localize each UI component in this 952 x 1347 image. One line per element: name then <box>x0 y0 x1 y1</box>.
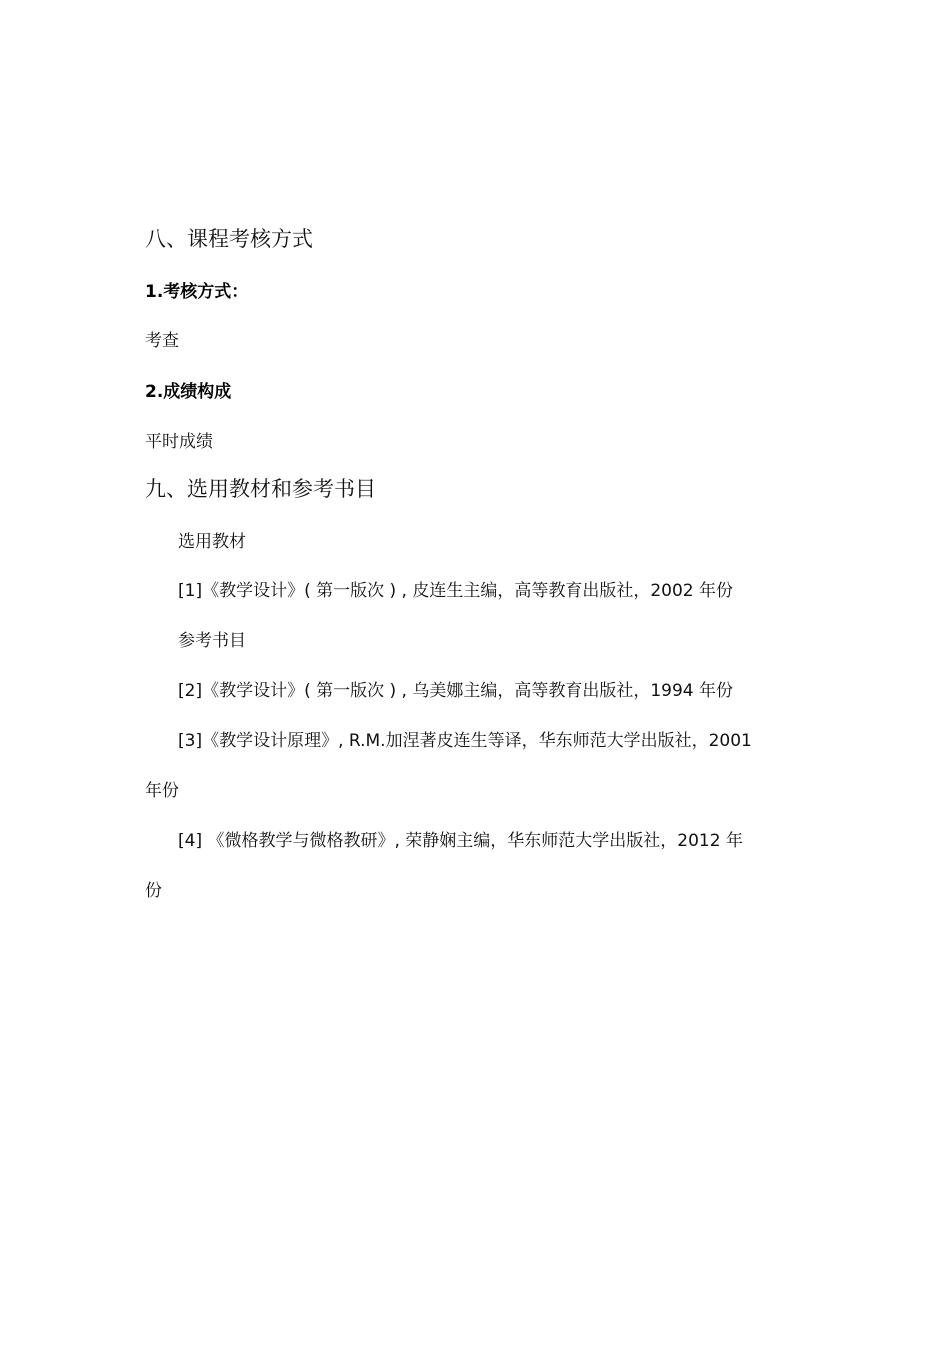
grade-composition-label: 2.成绩构成 <box>145 382 232 402</box>
textbook-label: 选用教材 <box>178 532 246 552</box>
reference-books-label: 参考书目 <box>178 631 246 651</box>
reference-item-2: [2]《教学设计》( 第一版次 ) , 乌美娜主编，高等教育出版社，1994 年份 <box>178 681 734 701</box>
section-9-title: 九、选用教材和参考书目 <box>145 477 376 501</box>
reference-item-3-line-2: 年份 <box>145 781 179 801</box>
assessment-method-label: 1.考核方式： <box>145 282 249 302</box>
grade-composition-value: 平时成绩 <box>145 432 213 452</box>
assessment-method-value: 考查 <box>145 331 179 351</box>
section-8-title: 八、课程考核方式 <box>145 227 313 251</box>
reference-item-4-line-1: [4] 《微格教学与微格教研》, 荣静娴主编，华东师范大学出版社，2012 年 <box>178 831 743 851</box>
reference-item-1: [1]《教学设计》( 第一版次 ) , 皮连生主编，高等教育出版社，2002 年份 <box>178 581 734 601</box>
reference-item-3-line-1: [3]《教学设计原理》, R.M.加涅著皮连生等译，华东师范大学出版社，2001 <box>178 731 752 751</box>
reference-item-4-line-2: 份 <box>145 881 162 901</box>
